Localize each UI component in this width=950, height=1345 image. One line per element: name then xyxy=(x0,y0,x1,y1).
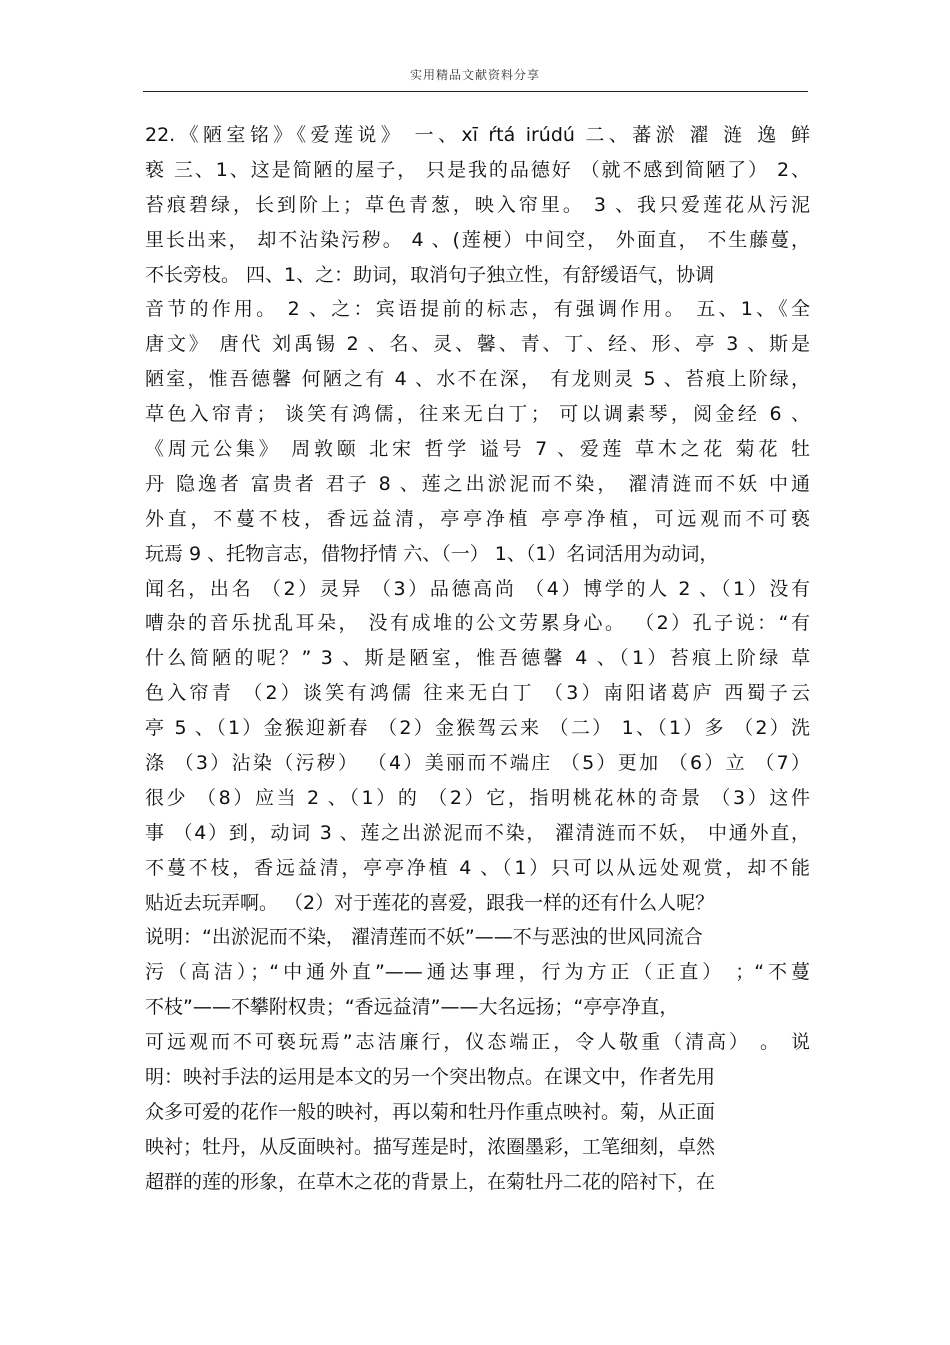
header-divider xyxy=(143,91,808,92)
text-line-9: 草色入帘青； 谈笑有鸿儒，往来无白丁； 可以调素琴，阅金经 6 、 xyxy=(145,403,810,426)
text-line-20: 很少 （8）应当 2 、（1）的 （2）它，指明桃花林的奇景 （3）这件 xyxy=(145,786,810,809)
text-line-10: 《周元公集》 周敦颐 北宋 哲学 谥号 7 、爱莲 草木之花 菊花 牡 xyxy=(145,438,810,461)
text-line-24: 说明：“出淤泥而不染， 濯清莲而不妖”——不与恶浊的世风同流合 xyxy=(145,926,703,949)
text-line-17: 色入帘青 （2）谈笑有鸿儒 往来无白丁 （3）南阳诸葛庐 西蜀子云 xyxy=(145,682,810,705)
text-line-7: 唐文》 唐代 刘禹锡 2 、名、灵、馨、青、丁、经、形、亭 3 、斯是 xyxy=(145,333,810,356)
text-line-5: 不长旁枝。 四、1、之：助词，取消句子独立性，有舒缓语气，协调 xyxy=(145,263,715,286)
text-line-1: 22.《陋室铭》《爱莲说》 一、xī ŕtá irúdú 二、蕃淤 濯 涟 逸 鲜 xyxy=(145,124,810,146)
page-header: 实用精品文献资料分享 xyxy=(409,68,540,82)
text-line-8: 陋室，惟吾德馨 何陋之有 4 、水不在深， 有龙则灵 5 、苔痕上阶绿， xyxy=(145,368,810,391)
text-line-23: 贴近去玩弄啊。 （2）对于莲花的喜爱，跟我一样的还有什么人呢？ xyxy=(145,891,715,914)
text-line-16: 什么简陋的呢？” 3 、斯是陋室，惟吾德馨 4 、（1）苔痕上阶绿 草 xyxy=(145,647,810,670)
text-line-31: 超群的莲的形象，在草木之花的背景上，在菊牡丹二花的陪衬下，在 xyxy=(145,1170,716,1193)
text-line-27: 可远观而不可亵玩焉”志洁廉行，仪态端正，令人敬重（清高） 。 说 xyxy=(145,1031,810,1054)
text-line-6: 音节的作用。 2 、之：宾语提前的标志，有强调作用。 五、1、《全 xyxy=(145,298,810,321)
text-line-15: 嘈杂的音乐扰乱耳朵， 没有成堆的公文劳累身心。 （2）孔子说：“有 xyxy=(145,612,810,635)
text-line-3: 苔痕碧绿，长到阶上；草色青葱，映入帘里。 3 、我只爱莲花从污泥 xyxy=(145,193,810,216)
text-line-21: 事 （4）到，动词 3 、莲之出淤泥而不染， 濯清涟而不妖， 中通外直， xyxy=(145,821,810,844)
text-line-19: 涤 （3）沾染（污秽） （4）美丽而不端庄 （5）更加 （6）立 （7） xyxy=(145,752,810,775)
text-line-22: 不蔓不枝，香远益清，亭亭净植 4 、（1）只可以从远处观赏，却不能 xyxy=(145,856,810,879)
text-line-12: 外直，不蔓不枝，香远益清，亭亭净植 亭亭净植，可远观而不可亵 xyxy=(145,507,810,530)
text-line-2: 亵 三、1、这是简陋的屋子， 只是我的品德好 （就不感到简陋了） 2、 xyxy=(145,158,810,181)
text-line-29: 众多可爱的花作一般的映衬，再以菊和牡丹作重点映衬。菊，从正面 xyxy=(145,1100,716,1123)
text-line-18: 亭 5 、（1）金猴迎新春 （2）金猴驾云来 （二） 1、（1）多 （2）洗 xyxy=(145,717,810,740)
text-line-25: 污（高洁）；“中通外直”——通达事理，行为方正（正直） ；“不蔓 xyxy=(145,961,810,984)
text-line-26: 不枝”——不攀附权贵；“香远益清”——大名远扬；“亭亭净直， xyxy=(145,996,679,1019)
text-line-28: 明：映衬手法的运用是本文的另一个突出物点。在课文中，作者先用 xyxy=(145,1066,716,1089)
text-line-13: 玩焉 9 、托物言志，借物抒情 六、（一） 1、（1）名词活用为动词， xyxy=(145,542,719,565)
text-line-14: 闻名，出名 （2）灵异 （3）品德高尚 （4）博学的人 2 、（1）没有 xyxy=(145,577,810,600)
text-line-30: 映衬；牡丹，从反面映衬。描写莲是时，浓圈墨彩，工笔细刻，卓然 xyxy=(145,1135,716,1158)
document-body xyxy=(145,118,810,1200)
text-line-4: 里长出来， 却不沾染污秽。 4 、(莲梗）中间空， 外面直， 不生藤蔓， xyxy=(145,228,810,251)
text-line-11: 丹 隐逸者 富贵者 君子 8 、莲之出淤泥而不染， 濯清涟而不妖 中通 xyxy=(145,472,810,495)
